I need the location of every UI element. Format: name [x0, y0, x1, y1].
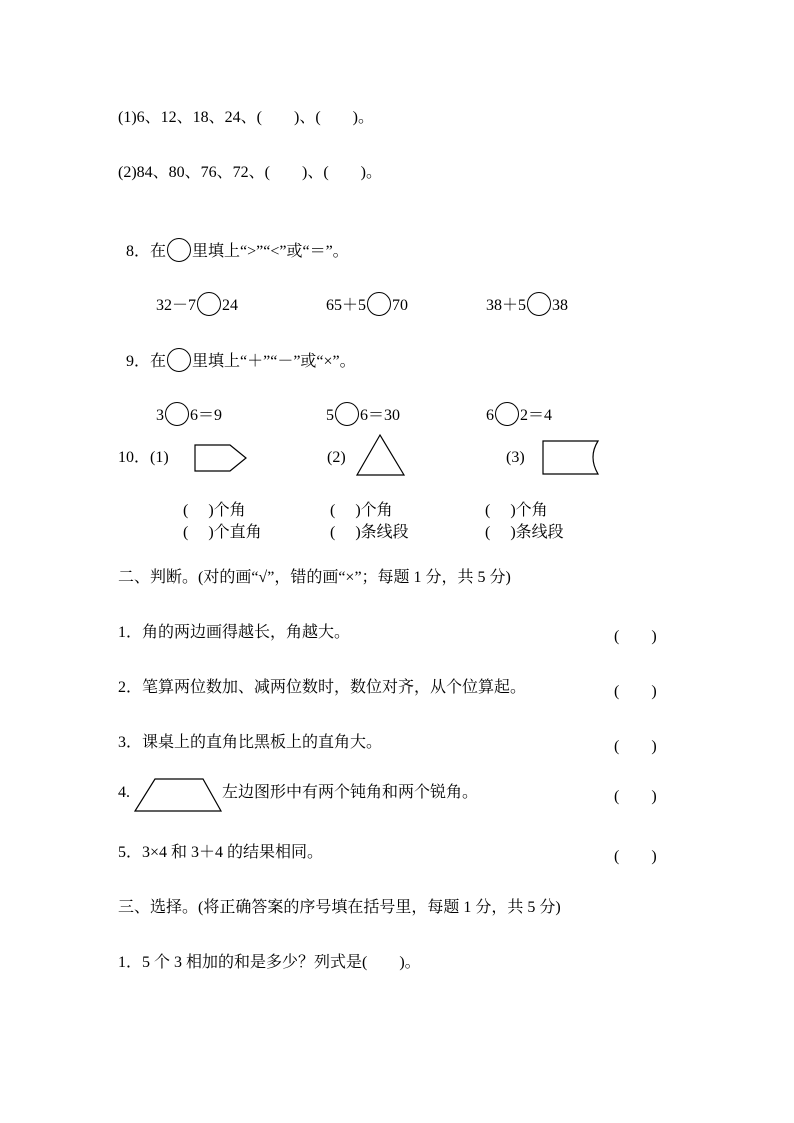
answer-circle[interactable]	[367, 292, 391, 316]
q9-expr-2-left: 5	[326, 407, 334, 424]
question-8-suffix: 里填上“>”“<”或“＝”。	[192, 243, 349, 260]
q8-expr-1-right: 24	[222, 297, 239, 314]
judge-item-3: 3．课桌上的直角比黑板上的直角大。	[118, 734, 383, 751]
judge-item-1: 1．角的两边画得越长，角越大。	[118, 624, 351, 641]
curved-side-shape-icon	[540, 438, 602, 478]
question-10-part-3-label: (3)	[506, 449, 525, 466]
section-3-title: 三、选择。(将正确答案的序号填在括号里，每题 1 分，共 5 分)	[118, 899, 561, 916]
question-9-suffix: 里填上“＋”“－”或“×”。	[192, 353, 356, 370]
trapezoid-shape-icon	[132, 776, 224, 814]
answer-circle[interactable]	[527, 292, 551, 316]
q9-expression-1	[148, 380, 222, 428]
q10-answer-1-angles: ( )个角	[183, 502, 246, 519]
triangle-shape-icon	[355, 432, 407, 478]
judge-answer-paren-5[interactable]: ( )	[614, 848, 657, 865]
question-10-label: 10．(1)	[118, 449, 169, 466]
q10-answer-3-angles: ( )个角	[485, 502, 548, 519]
judge-item-4: 左边图形中有两个钝角和两个锐角。	[222, 784, 479, 801]
q8-expr-1-left: 32－7	[156, 297, 197, 314]
answer-circle[interactable]	[335, 402, 359, 426]
judge-answer-paren-2[interactable]: ( )	[614, 683, 657, 700]
answer-circle[interactable]	[165, 402, 189, 426]
pentagon-arrow-shape-icon	[192, 442, 250, 474]
judge-answer-paren-3[interactable]: ( )	[614, 738, 657, 755]
circle-icon	[167, 348, 191, 372]
q9-expr-3-right: 2＝4	[520, 407, 553, 424]
section-2-title: 二、判断。(对的画“√”，错的画“×”；每题 1 分，共 5 分)	[118, 569, 511, 586]
q8-expr-2-right: 70	[392, 297, 409, 314]
q8-expr-3-right: 38	[552, 297, 569, 314]
q10-answer-2-segments: ( )条线段	[330, 524, 409, 541]
q9-expr-2-right: 6＝30	[360, 407, 401, 424]
q9-expression-2	[318, 380, 400, 428]
answer-circle[interactable]	[197, 292, 221, 316]
question-10-part-2-label: (2)	[327, 449, 346, 466]
judge-item-4-number: 4.	[118, 784, 130, 801]
question-9-prefix: 9．在	[126, 353, 167, 370]
q8-expr-2-left: 65＋5	[326, 297, 367, 314]
q9-expr-1-left: 3	[156, 407, 164, 424]
q8-expression-3	[478, 270, 568, 318]
answer-circle[interactable]	[495, 402, 519, 426]
q9-expression-3	[478, 380, 552, 428]
sequence-question-1: (1)6、12、18、24、( )、( )。	[118, 109, 374, 126]
circle-icon	[167, 238, 191, 262]
q10-answer-2-angles: ( )个角	[330, 502, 393, 519]
q9-expr-1-right: 6＝9	[190, 407, 223, 424]
judge-item-2: 2．笔算两位数加、减两位数时，数位对齐，从个位算起。	[118, 679, 527, 696]
judge-answer-paren-4[interactable]: ( )	[614, 788, 657, 805]
question-8-instruction	[118, 216, 349, 264]
q8-expression-2	[318, 270, 408, 318]
q8-expression-1	[148, 270, 238, 318]
question-8-prefix: 8．在	[126, 243, 167, 260]
judge-answer-paren-1[interactable]: ( )	[614, 628, 657, 645]
judge-item-5: 5．3×4 和 3＋4 的结果相同。	[118, 844, 324, 861]
q10-answer-3-segments: ( )条线段	[485, 524, 564, 541]
question-9-instruction	[118, 326, 356, 374]
q9-expr-3-left: 6	[486, 407, 494, 424]
q10-answer-1-right-angles: ( )个直角	[183, 524, 262, 541]
choice-question-1: 1．5 个 3 相加的和是多少？列式是( )。	[118, 954, 421, 971]
q8-expr-3-left: 38＋5	[486, 297, 527, 314]
sequence-question-2: (2)84、80、76、72、( )、( )。	[118, 164, 382, 181]
